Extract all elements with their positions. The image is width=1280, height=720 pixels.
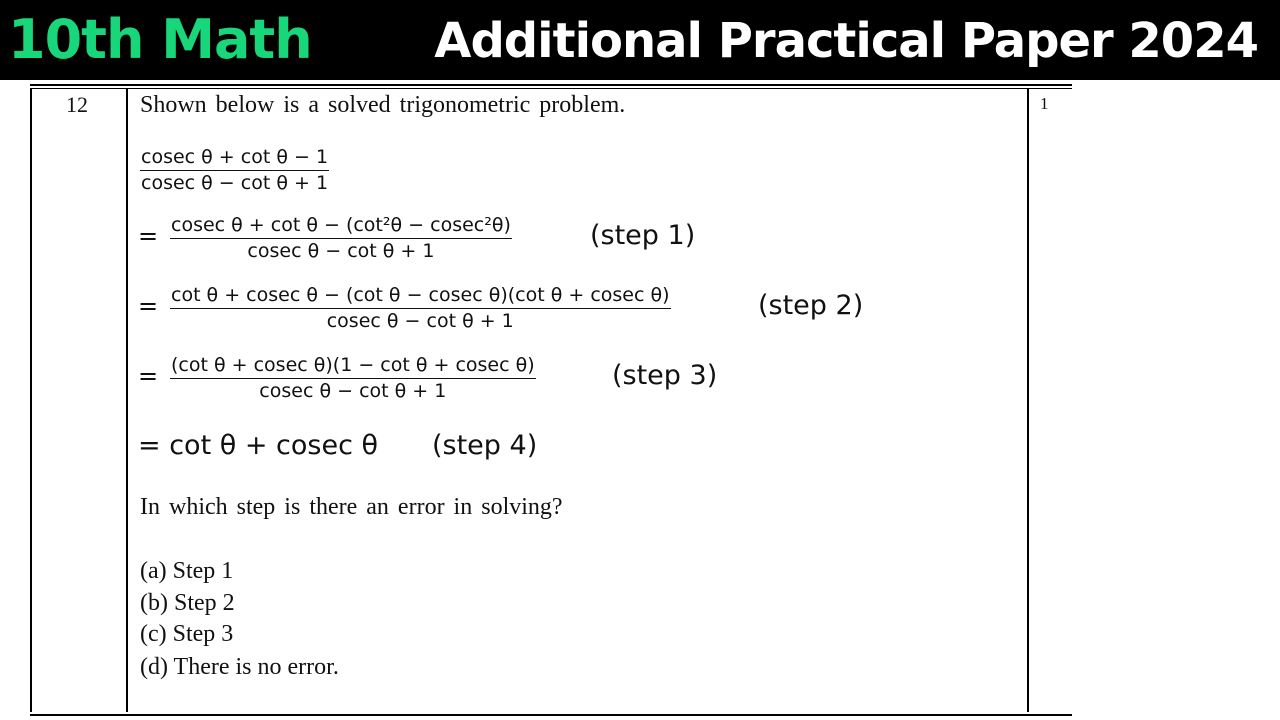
step-3-denominator: cosec θ − cot θ + 1 (259, 380, 447, 402)
option-b: (b) Step 2 (140, 590, 235, 616)
step-2-denominator: cosec θ − cot θ + 1 (326, 310, 514, 332)
expression-numerator: cosec θ + cot θ − 1 (140, 146, 329, 171)
question-prompt: In which step is there an error in solving? (140, 494, 563, 520)
equals-sign: = (138, 292, 159, 320)
expression-denominator: cosec θ − cot θ + 1 (141, 172, 329, 194)
table-divider-number (126, 88, 128, 712)
question-intro: Shown below is a solved trigonometric problem. (140, 92, 626, 118)
step-2-numerator: cot θ + cosec θ − (cot θ − cosec θ)(cot θ + cosec θ) (170, 284, 671, 309)
step-2-label: (step 2) (758, 290, 864, 321)
table-rule (30, 88, 1072, 89)
step-3-numerator: (cot θ + cosec θ)(1 − cot θ + cosec θ) (170, 354, 536, 379)
step-1-numerator: cosec θ + cot θ − (cot²θ − cosec²θ) (170, 214, 512, 239)
step-3-label: (step 3) (612, 360, 718, 391)
subject-title: 10th Math (8, 8, 312, 71)
step-2-fraction (170, 284, 671, 332)
table-divider-marks (1027, 88, 1029, 712)
header-banner (0, 0, 1280, 80)
step-4-expression: = cot θ + cosec θ (138, 430, 379, 461)
equals-sign: = (138, 222, 159, 250)
option-d: (d) There is no error. (140, 654, 339, 680)
step-3-fraction (170, 354, 536, 402)
step-4-label: (step 4) (432, 430, 538, 461)
table-border-left (30, 88, 32, 712)
equals-sign: = (138, 362, 159, 390)
step-1-fraction (170, 214, 512, 262)
question-number: 12 (66, 92, 88, 117)
original-expression (140, 146, 329, 194)
option-a: (a) Step 1 (140, 558, 234, 584)
option-c: (c) Step 3 (140, 621, 234, 647)
question-marks: 1 (1040, 94, 1049, 113)
step-1-label: (step 1) (590, 220, 696, 251)
paper-title: Additional Practical Paper 2024 (434, 13, 1258, 69)
step-1-denominator: cosec θ − cot θ + 1 (247, 240, 435, 262)
